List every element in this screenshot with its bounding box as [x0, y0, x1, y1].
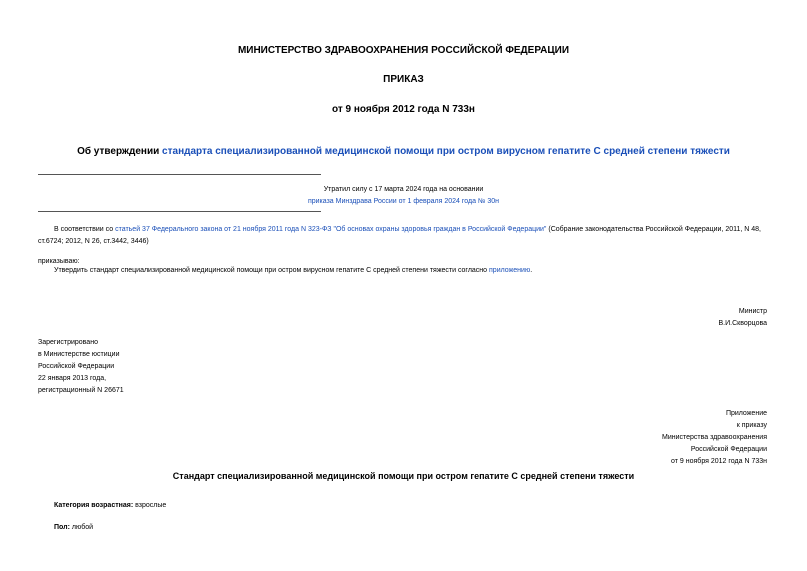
registration-line: в Министерстве юстиции — [38, 351, 120, 358]
appendix-line: от 9 ноября 2012 года N 733н — [671, 458, 767, 465]
registration-block — [38, 337, 124, 397]
appendix-link[interactable]: приложению — [489, 267, 531, 274]
minister-position: Министр — [738, 308, 767, 315]
registration-line: 22 января 2013 года, — [38, 375, 107, 382]
legal-basis-paragraph — [38, 224, 773, 248]
order-title-prefix: Об утверждении — [77, 146, 163, 157]
ministry-heading: МИНИСТЕРСТВО ЗДРАВООХРАНЕНИЯ РОССИЙСКОЙ ФЕДЕРАЦИИ — [237, 45, 570, 56]
federal-law-link[interactable]: статьей 37 Федерального закона от 21 ноября 2011 года N 323-ФЗ "Об основах охраны здоровья граждан в Российской Федерации" — [115, 226, 547, 233]
legal-basis-suffix: (Собрание законодательства Российской Федерации, 2011, N 48, ст.6724; 2012, N 26, ст.3442, 3446) — [38, 226, 762, 245]
approve-prefix: Утвердить стандарт специализированной медицинской помощи при остром вирусном гепатите С средней степени тяжести согласно — [54, 267, 490, 274]
age-category-label: Категория возрастная: — [54, 502, 134, 509]
order-title — [0, 146, 807, 157]
appendix-line: Российской Федерации — [690, 446, 767, 453]
divider-top — [38, 174, 321, 175]
legal-basis-prefix: В соответствии со — [54, 226, 116, 233]
repeal-notice-text: Утратил силу с 17 марта 2024 года на основании — [323, 186, 484, 193]
order-word: приказываю: — [38, 258, 80, 265]
minister-signature — [719, 306, 768, 330]
approve-suffix: . — [530, 267, 533, 274]
standard-link[interactable]: стандарта специализированной медицинской помощи при остром вирусном гепатите С средней степени тяжести — [162, 146, 730, 157]
appendix-block — [662, 408, 767, 468]
age-category-field — [54, 502, 166, 509]
registration-line: Зарегистрировано — [38, 339, 98, 346]
minister-name: В.И.Скворцова — [718, 320, 767, 327]
approve-paragraph — [54, 265, 769, 277]
appendix-line: к приказу — [736, 422, 767, 429]
registration-line: Российской Федерации — [38, 363, 115, 370]
repeal-order-link[interactable]: приказа Минздрава России от 1 февраля 2024 года № 30н — [307, 198, 500, 205]
sex-field — [54, 524, 93, 531]
document-type-heading: ПРИКАЗ — [383, 74, 424, 85]
appendix-line: Приложение — [725, 410, 767, 417]
sex-label: Пол: — [54, 524, 70, 531]
sex-value: любой — [69, 524, 94, 531]
divider-bottom — [38, 211, 321, 212]
appendix-line: Министерства здравоохранения — [662, 434, 767, 441]
order-date-number: от 9 ноября 2012 года N 733н — [332, 104, 475, 115]
registration-line: регистрационный N 26671 — [38, 387, 124, 394]
age-category-value: взрослые — [133, 502, 167, 509]
standard-title: Стандарт специализированной медицинской помощи при остром гепатите С средней степени тяжести — [172, 471, 635, 481]
